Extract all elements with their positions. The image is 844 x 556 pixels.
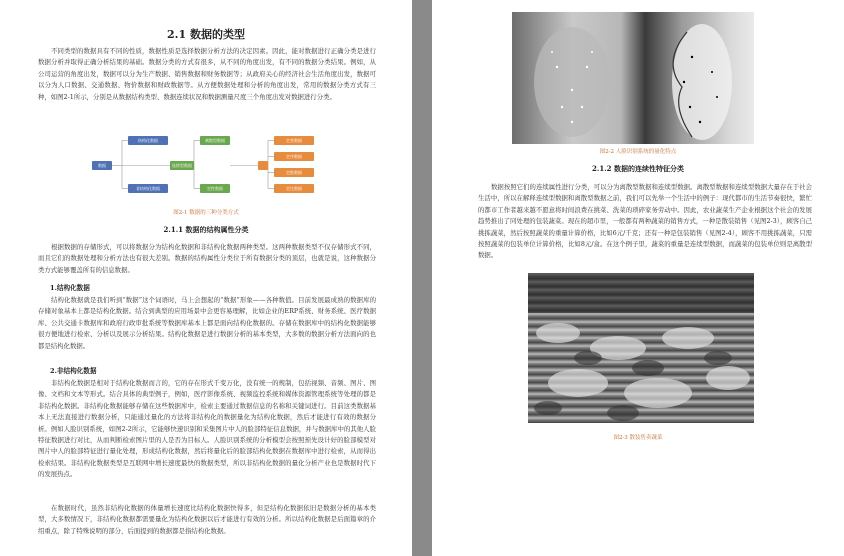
produce-texture: [528, 273, 754, 423]
diagram-node-qualitative: 定性数据: [200, 184, 230, 193]
section-heading-2-1-2: 2.1.2 数据的连续性特征分类: [592, 164, 684, 173]
diagram-node-measure: [258, 161, 268, 170]
intro-paragraph: 不同类型的数据具有不同的性质，数据性质是选择数据分析方法的决定因素。因此，能对数据进行正确分类是进行数据分析并取得正确分析结果的基础。数据分类的方式有很多，从不同的角度出发，有不同的数据分类结果。例如，从公司运营的角度出发，数据可以分为生产数据、销售数据和财务数据等；从政府关心的经济社会生活角度出发，数据可以分为人口数据、交通数据、物价数据和财政数据等。从方便数据处理和分析的角度出发，常用的数据分类方式有三种，如图2-1所示，分别是从数据结构类型、数据连续状况和数据测量尺度三个角度出发对数据进行分类。: [38, 47, 376, 101]
diagram-node-continuous: 连续型数据: [172, 163, 192, 168]
diagram-node-structured: 结构化数据: [128, 136, 168, 145]
diagram-root-node: 数据: [92, 161, 112, 170]
chapter-section-title: 2.1 数据的类型: [167, 28, 245, 41]
diagram-node-nominal: 定类数据: [274, 136, 314, 145]
vegetable-stall-image: [528, 273, 754, 423]
closing-paragraph: 在数据时代，虽然非结构化数据的体量增长速度比结构化数据快得多，但是结构化数据依旧是数据分析的基本类型，大多数情况下，非结构化数据都需要量化为结构化数据以后才能进行有效的分析。所以结构化数据是后面篇章的介绍重点，除了特殊说明的部分，后面提到的数据都是指结构化数据。: [38, 504, 376, 535]
face-landmark-overlay: [512, 12, 754, 144]
continuity-paragraph: 数据按照它们的连续属性进行分类，可以分为离散型数据和连续型数据。离散型数据和连续型数据大量存在于社会生活中，所以在解释连续型数据和离散型数据之前，我们可以先举一个生活中的例子：现代都市的生活节奏很快，繁忙的都市工作者越来越不愿意将时间浪费在挑菜、洗菜的琐碎家务劳动中。因此，农业蔬菜生产企业根据这个社会的发展趋势推出了同处理的包装蔬菜。现在的超市里，一般都有两种蔬菜的销售方式，一种是散装销售（见图2-3），顾客自己挑拣蔬菜，然后按照蔬菜的重量计算价格，比如6元/千克；还有一种是包装销售（见图2-4），顾客不用挑拣蔬菜，只需按照蔬菜的包装单位计算价格，比如8元/盒。在这个例子里，蔬菜的重量是连续型数据，而蔬菜的包装单位则是离散型数据。: [478, 183, 812, 260]
figure-caption-2-2: 图2-2 人脸识别系统的量化特点: [599, 149, 677, 155]
unstructured-data-paragraph: 非结构化数据是相对于结构化数据而言的，它的存在形式千变万化，没有统一的规制，包括视频、音频、图片、图像、文档和文本等形式。结合具体的典型例子，例如，医疗影像系统、视频监控系统和媒体资源管理系统等处理的都是非结构化数据。非结构化数据能够存储在这些数据库中，检索主要通过数据信息的名称和关键词进行。目前这类数据基本上无法直接进行数据分析，只能通过量化的方法将非结构化的数据量化为结构化数据，然后才能进行有效的数据分析。例如人脸识别系统，如图2-2所示，它能够快速识别和采集图片中人的脸部特征信息数据，并与数据库中的其他人脸特征数据进行对比，从而判断检索图片里的人是否为目标人。人脸识别系统的分析模型会按照预先设计好的脸部模型对图片中人的脸部特征进行量化处理，形成结构化数据，然后将量化后的脸部结构化数据在数据库中进行检索，从而得出检索结果。非结构化数据类型是互联网中增长速度最快的数据类型，所以非结构化数据的量化分析产业也是数据时代下的发展热点。: [38, 379, 376, 479]
diagram-node-ordinal: 定序数据: [274, 152, 314, 161]
structured-data-paragraph: 结构化数据就是我们听到“数据”这个词语时，马上会想起的“数据”形象——各种数值。目前发展最成熟的数据库的存储对象基本上都是结构化数据。结合到典型的应用场景中会更容易理解，比如企业的ERP系统、财务系统、医疗数据库、公共交通卡数据库和政府行政审批系统等数据库基本上都是面向结构化数据的。存储在数据库中的结构化数据能够很方便地进行检索、分析以及展示分析结果。结构化数据是进行数据分析的基本类型，大多数的数据分析方法面向的也都是结构化数据。: [38, 296, 376, 350]
heading-unstructured-data: 2.非结构化数据: [50, 367, 97, 375]
left-page: [0, 0, 412, 556]
diagram-node-discrete: 离散型数据: [200, 136, 230, 145]
structure-paragraph: 根据数据的存储形式，可以将数据分为结构化数据和非结构化数据两种类型。这两种数据类型不仅存储形式不同，而且它们的数据处理和分析方法也有很大差别。数据的结构属性分类位于所有数据分类的顶层，也就是说，这种数据分类方式能够覆盖所有的信息数据。: [38, 243, 376, 274]
section-heading-2-1-1: 2.1.1 数据的结构属性分类: [163, 225, 249, 234]
diagram-node-interval: 定距数据: [274, 168, 314, 177]
right-page: [432, 0, 844, 556]
classification-diagram: [90, 134, 330, 202]
diagram-node-ratio: 定比数据: [274, 184, 314, 193]
diagram-node-unstructured: 非结构化数据: [128, 184, 168, 193]
heading-structured-data: 1.结构化数据: [50, 284, 90, 292]
face-recognition-image: [512, 12, 754, 144]
figure-caption-2-1: 图2-1 数据的三种分类方式: [173, 210, 239, 216]
figure-caption-2-3: 图2-3 散装售卖蔬菜: [613, 435, 663, 441]
